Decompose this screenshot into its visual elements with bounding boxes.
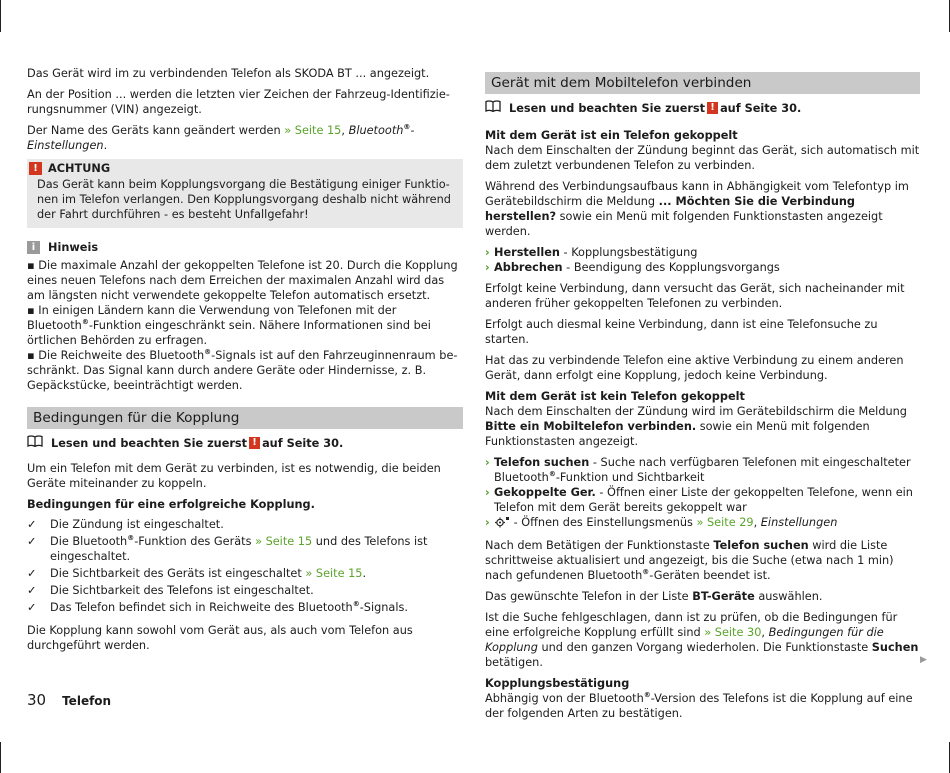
text: - Suche nach verfügbaren Telefonen mit eingeschalteter Bluetooth — [494, 456, 911, 484]
text: -Version des Telefons ist die Kopplung auf eine der folgenden Arten zu bestätigen. — [485, 692, 913, 720]
hint-header — [27, 240, 463, 255]
list-item — [27, 517, 463, 532]
paragraph-fail-2: Erfolgt auch diesmal keine Verbindung, dann ist eine Telefonsuche zu starten. — [485, 318, 878, 346]
text: ▪ In einigen Ländern kann die Verwendung von Telefonen mit der Bluetooth — [27, 304, 397, 332]
settings-icon — [494, 516, 510, 532]
paragraph-auto-connect: Nach dem Einschalten der Zündung beginnt das Gerät, sich automatisch mit dem zuletzt verbundenen Telefon zu verbinden. — [485, 144, 920, 172]
hint-item — [27, 303, 463, 348]
key-label: Herstellen — [494, 246, 560, 259]
list-item — [485, 245, 920, 260]
hint-title: Hinweis — [48, 241, 99, 254]
check-icon: ✓ — [27, 535, 37, 548]
page-link[interactable]: » Seite 15 — [284, 124, 342, 137]
check-icon: ✓ — [27, 601, 37, 614]
book-icon — [27, 435, 43, 451]
registered-mark: ® — [548, 470, 556, 478]
paragraph-intro: Um ein Telefon mit dem Gerät zu verbinden, ist es notwendig, die beiden Geräte miteinander zu koppeln. — [27, 462, 441, 490]
text: , — [761, 626, 769, 639]
conditions-list — [27, 517, 463, 615]
list-item — [27, 583, 463, 598]
page-footer — [27, 693, 111, 709]
hint-item — [27, 348, 463, 393]
crop-mark-bottom-left — [0, 742, 1, 773]
warning-icon: ! — [707, 102, 718, 114]
text: auf Seite 30. — [720, 101, 802, 115]
registered-mark: ® — [352, 600, 360, 608]
text: -Signals ist auf den Fahrzeuginnenraum beschränkt. Das Signal kann durch andere Geräte oder Hindernisse, z. B. Gepäckstücke, beeinträchtigt werden. — [27, 349, 458, 392]
arrow-icon: › — [485, 516, 490, 529]
paragraph-device-name: Das Gerät wird im zu verbindenden Telefon als SKODA BT ... angezeigt. — [27, 67, 430, 80]
check-icon: ✓ — [27, 584, 37, 597]
continue-arrow-icon: ▶ — [920, 655, 927, 665]
text: Abhängig von der Bluetooth — [485, 692, 644, 705]
section-title-connect: Gerät mit dem Mobiltelefon verbinden — [485, 72, 920, 94]
function-keys-list — [485, 455, 920, 532]
text: -Funktion eingeschränkt sein. Nähere Informationen sind bei örtlichen Behörden zu erfragen. — [27, 319, 431, 347]
registered-mark: ® — [127, 534, 135, 542]
list-item — [27, 600, 463, 615]
text: Lesen und beachten Sie zuerst — [51, 436, 248, 450]
read-first-notice — [27, 435, 463, 451]
key-label: BT-Geräte — [692, 590, 755, 603]
paragraph-after-search — [485, 538, 920, 583]
left-column — [27, 66, 463, 659]
warning-title: ACHTUNG — [48, 162, 111, 175]
text: . — [362, 567, 367, 580]
text: -Einstellungen — [27, 124, 415, 152]
text: Lesen und beachten Sie zuerst — [509, 101, 706, 115]
text: sowie ein Menü mit folgenden Funktionstasten angezeigt. — [485, 420, 870, 448]
subheading-not-paired: Mit dem Gerät ist kein Telefon gekoppelt — [485, 390, 745, 403]
text: sowie ein Menü mit folgenden Funktionstasten angezeigt werden. — [485, 210, 883, 238]
text: und den ganzen Vorgang wiederholen. Die Funktionstaste — [537, 641, 872, 654]
subheading-confirmation: Kopplungsbestätigung — [485, 677, 630, 690]
italic-ref: Bedingungen für die Kopplung — [485, 626, 884, 654]
message-text: ... Möchten Sie die Verbindung herstellen? — [485, 195, 856, 223]
page-link[interactable]: » Seite 15 — [255, 535, 313, 548]
page-link[interactable]: » Seite 15 — [305, 567, 363, 580]
key-label: Suchen — [871, 641, 919, 654]
text: Die Sichtbarkeit des Geräts ist eingeschaltet — [50, 567, 306, 580]
registered-mark: ® — [643, 691, 651, 699]
text: und des Telefons ist eingeschaltet. — [50, 535, 428, 563]
paragraph-fail-1: Erfolgt keine Verbindung, dann versucht das Gerät, sich nacheinander mit anderen früher gekoppelten Telefonen zu verbinden. — [485, 282, 905, 310]
page-link[interactable]: » Seite 30 — [704, 626, 762, 639]
page-number: 30 — [27, 691, 47, 709]
subheading-paired: Mit dem Gerät ist ein Telefon gekoppelt — [485, 129, 738, 142]
text: , — [341, 124, 349, 137]
text: Das gewünschte Telefon in der Liste — [485, 590, 693, 603]
text: wird die Liste schrittweise aktualisiert und angezeigt, bis die Suche (etwa nach 1 min) nach gefundenen Bluetooth — [485, 539, 894, 582]
list-item — [27, 566, 463, 581]
hint-item: ▪ Die maximale Anzahl der gekoppelten Telefone ist 20. Durch die Kopplung eines neuen Telefons nach dem Erreichen der maximalen Anzahl wird das am längsten nicht verwendete gekoppelte Telefon automatisch ersetzt. — [27, 259, 458, 302]
crop-mark-top-left — [0, 0, 1, 32]
footer-section-name: Telefon — [62, 694, 112, 708]
paragraph-during-connect — [485, 179, 920, 239]
arrow-icon: › — [485, 261, 490, 274]
arrow-icon: › — [485, 246, 490, 259]
text: auswählen. — [754, 590, 823, 603]
book-icon — [485, 100, 501, 116]
text: , — [753, 516, 761, 529]
paragraph-select-phone — [485, 589, 920, 604]
registered-mark: ® — [81, 318, 89, 326]
paragraph-outro: Die Kopplung kann sowohl vom Gerät aus, als auch vom Telefon aus durchgeführt werden. — [27, 624, 413, 652]
list-item — [27, 534, 463, 564]
paragraph-rename — [27, 123, 463, 153]
key-label: Telefon suchen — [494, 456, 590, 469]
paragraph-not-paired — [485, 404, 920, 449]
text: - Öffnen einer Liste der gekoppelten Telefone, wenn ein Telefon mit dem Gerät bereits gekoppelt war — [494, 486, 913, 514]
read-first-notice — [485, 100, 920, 116]
warning-icon: ! — [249, 437, 260, 449]
text: Die Sichtbarkeit des Telefons ist eingeschaltet. — [50, 584, 314, 597]
text: Während des Verbindungsaufbaus kann in Abhängigkeit vom Telefontyp im Gerätebildschirm die Meldung — [485, 180, 909, 208]
key-label: Gekoppelte Ger. — [494, 486, 596, 499]
text: Der Name des Geräts kann geändert werden — [27, 124, 285, 137]
function-keys-list — [485, 245, 920, 275]
key-label: Abbrechen — [494, 261, 563, 274]
paragraph-vin: An der Position ... werden die letzten vier Zeichen der Fahrzeug-Identifizierungsnummer (VIN) angezeigt. — [27, 88, 450, 116]
text: auf Seite 30. — [262, 436, 344, 450]
list-item — [485, 455, 920, 485]
paragraph-active-connection: Hat das zu verbindende Telefon eine aktive Verbindung zu einem anderen Gerät, dann erfolgt eine Kopplung, jedoch keine Verbindung. — [485, 354, 904, 382]
paragraph-confirmation — [485, 691, 920, 721]
text: -Funktion und Sichtbarkeit — [555, 471, 705, 484]
text: . — [103, 139, 108, 152]
text: ▪ Die Reichweite des Bluetooth — [27, 349, 205, 362]
text: -Signals. — [359, 601, 408, 614]
registered-mark: ® — [642, 568, 650, 576]
text: -Geräten beendet ist. — [649, 569, 771, 582]
list-item — [485, 515, 920, 532]
text: - Beendigung des Kopplungsvorgangs — [562, 261, 780, 274]
paragraph-search-failed — [485, 610, 920, 670]
arrow-icon: › — [485, 456, 490, 469]
info-icon: i — [27, 241, 40, 254]
text: Das Telefon befindet sich in Reichweite des Bluetooth — [50, 601, 353, 614]
text: Bluetooth — [348, 124, 404, 137]
text: betätigen. — [485, 656, 543, 669]
text: Die Zündung ist eingeschaltet. — [50, 518, 224, 531]
check-icon: ✓ — [27, 567, 37, 580]
registered-mark: ® — [403, 123, 411, 131]
registered-mark: ® — [204, 348, 212, 356]
warning-header — [27, 161, 463, 177]
text: Nach dem Betätigen der Funktionstaste — [485, 539, 714, 552]
conditions-title: Bedingungen für eine erfolgreiche Kopplung. — [27, 498, 315, 511]
warning-text: Das Gerät kann beim Kopplungsvorgang die Bestätigung einiger Funktionen im Telefon verlangen. Den Kopplungsvorgang deshalb nicht während der Fahrt durchführen - es besteht Unfallgefahr! — [37, 178, 451, 221]
text: Die Bluetooth — [50, 535, 128, 548]
text: -Funktion des Geräts — [134, 535, 256, 548]
text: - Öffnen des Einstellungsmenüs — [510, 516, 697, 529]
right-column — [485, 72, 920, 727]
message-text: Bitte ein Mobiltelefon verbinden. — [485, 420, 697, 433]
arrow-icon: › — [485, 486, 490, 499]
warning-box — [27, 159, 463, 228]
section-title-conditions: Bedingungen für die Kopplung — [27, 407, 463, 429]
check-icon: ✓ — [27, 518, 37, 531]
key-label: Telefon suchen — [713, 539, 809, 552]
text: Nach dem Einschalten der Zündung wird im Gerätebildschirm die Meldung — [485, 405, 907, 418]
list-item — [485, 485, 920, 515]
text: - Kopplungsbestätigung — [559, 246, 698, 259]
page-link[interactable]: » Seite 29 — [696, 516, 754, 529]
list-item — [485, 260, 920, 275]
italic-ref: Einstellungen — [760, 516, 838, 529]
warning-icon: ! — [29, 162, 42, 175]
text: Ist die Suche fehlgeschlagen, dann ist zu prüfen, ob die Bedingungen für eine erfolgreiche Kopplung erfüllt sind — [485, 611, 898, 639]
